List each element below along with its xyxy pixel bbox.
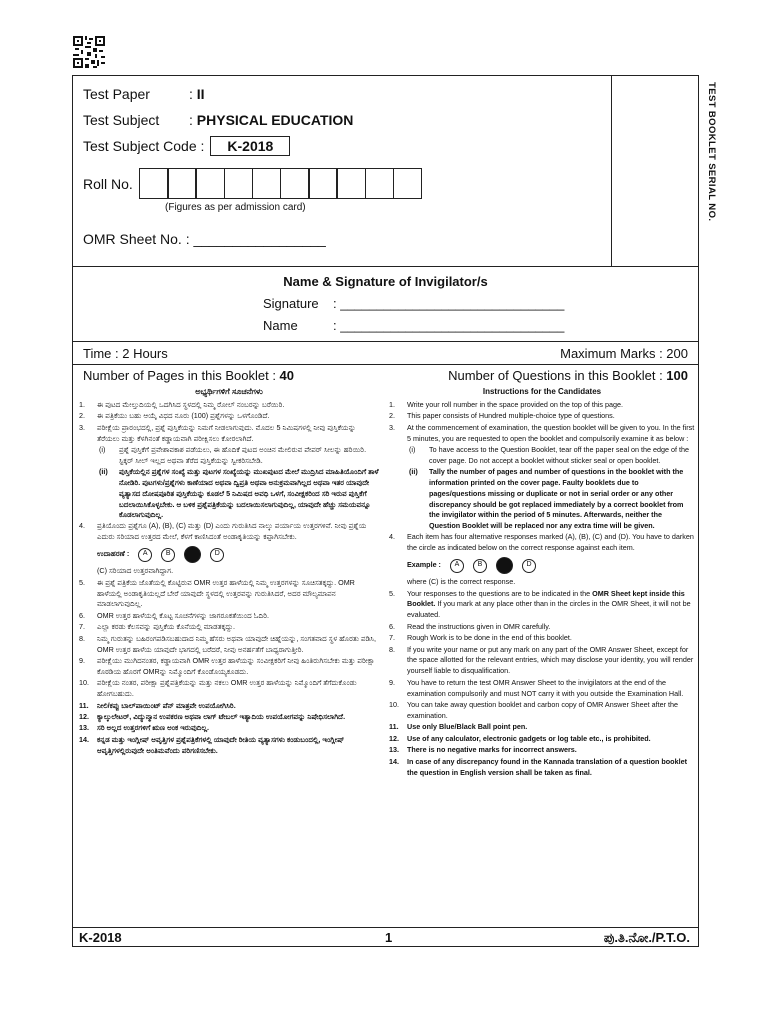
roll-no-cell[interactable] bbox=[195, 168, 225, 199]
serial-number-label: TEST BOOKLET SERIAL NO. bbox=[706, 82, 717, 222]
list-subitem: (ii) ಪುಸ್ತಿಕೆಯಲ್ಲಿನ ಪ್ರಶ್ನೆಗಳ ಸಂಖ್ಯೆ ಮತ್ತು ಪುಟಗಳ ಸಂಖ್ಯೆಯನ್ನು ಮುಖಪುಟದ ಮೇಲೆ ಮುದ್ರಿಸಿದ ಮಾಹಿತಿಯೊಂದಿಗೆ ತಾಳೆ ನೋಡಿರಿ. ಪುಟಗಳು/ಪ್ರಶ್ನೆಗಳು ಕಾಣೆಯಾದ ಅಥವಾ ದ್ವಿಪ್ರತಿ ಅಥವಾ ಅನುಕ್ರಮವಾಗಿಲ್ಲದ ಅಥವಾ ಇತರ ಯಾವುದೇ ವ್ಯತ್ಯಾಸದ ದೋಷಪೂರಿತ ಪುಸ್ತಿಕೆಯನ್ನು ಕೂಡಲೆ 5 ನಿಮಿಷದ ಅವಧಿ ಒಳಗೆ, ಸಂವೀಕ್ಷಕರಿಂದ ಸರಿ ಇರುವ ಪುಸ್ತಿಕೆಗೆ ಬದಲಾಯಿಸಿಕೊಳ್ಳಬೇಕು. ಆ ಬಳಿಕ ಪ್ರಶ್ನೆಪತ್ರಿಕೆಯನ್ನು ಬದಲಾಯಿಸಲಾಗುವುದಿಲ್ಲ, ಯಾವುದೇ ಹೆಚ್ಚು ಸಮಯವನ್ನೂ ಕೊಡಲಾಗುವುದಿಲ್ಲ. bbox=[99, 466, 379, 520]
list-item: 6. OMR ಉತ್ತರ ಹಾಳೆಯಲ್ಲಿ ಕೊಟ್ಟ ಸೂಚನೆಗಳನ್ನು ಜಾಗರೂಕತೆಯಿಂದ ಓದಿರಿ. bbox=[79, 610, 269, 620]
subject-code-box: K-2018 bbox=[210, 136, 290, 156]
test-paper-label: Test Paper bbox=[83, 86, 150, 102]
roll-no-cell[interactable] bbox=[252, 168, 282, 199]
divider bbox=[73, 266, 698, 267]
omr-sheet-number: OMR Sheet No. : _________________ bbox=[83, 231, 326, 247]
answer-bubble-filled bbox=[496, 557, 513, 574]
list-item: 7. Rough Work is to be done in the end of this booklet. bbox=[389, 633, 572, 643]
list-item: 5. Your responses to the questions are to be indicated in the OMR Sheet kept inside this Booklet. If you mark at any place other than in the circles in the OMR Sheet, it will not be evaluated. bbox=[389, 588, 691, 620]
roll-no-cell[interactable] bbox=[336, 168, 366, 199]
maximum-marks: Maximum Marks : 200 bbox=[560, 346, 688, 361]
name-row bbox=[263, 318, 564, 333]
page-count-value: 40 bbox=[279, 368, 295, 383]
test-paper-value: II bbox=[196, 86, 205, 102]
signature-row bbox=[263, 296, 564, 311]
roll-no-cell[interactable] bbox=[139, 168, 169, 199]
roll-no-grid bbox=[139, 168, 421, 199]
list-item: 4. ಪ್ರತಿಯೊಂದು ಪ್ರಶ್ನೆಗೂ (A), (B), (C) ಮತ್ತು (D) ಎಂದು ಗುರುತಿಸಿದ ನಾಲ್ಕು ಪರ್ಯಾಯ ಉತ್ತರಗಳಿವೆ. ನೀವು ಪ್ರಶ್ನೆಯ ಎದುರು ಸರಿಯಾದ ಉತ್ತರದ ಮೇಲೆ, ಕೆಳಗೆ ಕಾಣಿಸಿದಂತೆ ಅಂಡಾಕೃತಿಯನ್ನು ಕಪ್ಪಾಗಿಸಬೇಕು. bbox=[79, 521, 367, 542]
list-item: 4. Each item has four alternative responses marked (A), (B), (C) and (D). You have to darken the circle as indicated below on the correct response against each item. bbox=[389, 532, 694, 553]
answer-bubble: A bbox=[138, 548, 152, 562]
example-label: Example : bbox=[407, 560, 441, 570]
list-subitem: (i) ಪ್ರಶ್ನೆ ಪುಸ್ತಿಕೆಗೆ ಪ್ರವೇಶಾವಕಾಶ ಪಡೆಯಲು, ಈ ಹೊದಿಕೆ ಪುಟದ ಅಂಚಿನ ಮೇಲಿರುವ ಪೇಪರ್ ಸೀಲನ್ನು ಹರಿಯಿರಿ. ಸ್ಟಿಕ್ಕರ್ ಸೀಲ್ ಇಲ್ಲದ ಅಥವಾ ತೆರೆದ ಪುಸ್ತಿಕೆಯನ್ನು ಸ್ವೀಕರಿಸಬೇಡಿ. bbox=[99, 445, 367, 465]
time-allowed: Time : 2 Hours bbox=[83, 346, 168, 361]
list-item: 14. In case of any discrepancy found in the Kannada translation of a question booklet the question in English version shall be taken as final. bbox=[389, 756, 687, 777]
list-item: 11. Use only Blue/Black Ball point pen. bbox=[389, 722, 528, 732]
list-item: 9. ಪರೀಕ್ಷೆಯು ಮುಗಿದನಂತರ, ಕಡ್ಡಾಯವಾಗಿ OMR ಉತ್ತರ ಹಾಳೆಯನ್ನು ಸಂವೀಕ್ಷಕರಿಗೆ ನೀವು ಹಿಂತಿರುಗಿಸಬೇಕು ಮತ್ತು ಪರೀಕ್ಷಾ ಕೊಠಡಿಯ ಹೊರಗೆ OMRನ್ನು ನಿಮ್ಮೊಂದಿಗೆ ಕೊಂಡೊಯ್ಯಕೂಡದು. bbox=[79, 655, 375, 676]
list-item: where (C) is the correct response. bbox=[407, 577, 516, 587]
test-subject-value: PHYSICAL EDUCATION bbox=[196, 112, 354, 128]
list-subitem: (i) To have access to the Question Booklet, tear off the paper seal on the edge of the cover page. Do not accept a booklet without sticker seal or open booklet. bbox=[409, 445, 689, 465]
page-number: 1 bbox=[385, 930, 393, 945]
list-item: 12. ಕ್ಯಾಲ್ಕುಲೇಟರ್, ವಿದ್ಯುನ್ಮಾನ ಉಪಕರಣ ಅಥವಾ ಲಾಗ್ ಟೇಬಲ್ ಇತ್ಯಾದಿಯ ಉಪಯೋಗವನ್ನು ನಿಷೇಧಿಸಲಾಗಿದೆ. bbox=[79, 711, 346, 721]
question-count: Number of Questions in this Booklet : 100 bbox=[448, 368, 688, 383]
name-label: Name bbox=[263, 318, 298, 333]
kannada-instructions-title: ಅಭ್ಯರ್ಥಿಗಳಿಗೆ ಸೂಚನೆಗಳು bbox=[195, 387, 263, 396]
cover-page-frame bbox=[72, 75, 717, 947]
roll-no-note: (Figures as per admission card) bbox=[165, 202, 306, 213]
roll-no-cell[interactable] bbox=[167, 168, 197, 199]
answer-bubble: D bbox=[210, 548, 224, 562]
list-item: 2. This paper consists of Hundred multiple-choice type of questions. bbox=[389, 411, 615, 421]
answer-bubble: B bbox=[161, 548, 175, 562]
page-footer bbox=[73, 928, 698, 948]
roll-no-label: Roll No. bbox=[83, 176, 133, 192]
footer-code: K-2018 bbox=[79, 930, 122, 945]
page-count: Number of Pages in this Booklet : 40 bbox=[83, 368, 295, 383]
list-item: 3. ಪರೀಕ್ಷೆಯ ಪ್ರಾರಂಭದಲ್ಲಿ, ಪ್ರಶ್ನೆ ಪುಸ್ತಿಕೆಯನ್ನು ನಿಮಗೆ ನೀಡಲಾಗುವುದು. ಮೊದಲ 5 ನಿಮಿಷಗಳಲ್ಲಿ ನೀವು ಪುಸ್ತಿಕೆಯನ್ನು ತೆರೆಯಲು ಮತ್ತು ಕೆಳಗಿನಂತೆ ಕಡ್ಡಾಯವಾಗಿ ಪರೀಕ್ಷಿಸಲು ಕೋರಲಾಗಿದೆ. bbox=[79, 422, 356, 443]
list-item: 2. ಈ ಪತ್ರಿಕೆಯು ಬಹು ಆಯ್ಕೆ ವಿಧದ ನೂರು (100) ಪ್ರಶ್ನೆಗಳನ್ನು ಒಳಗೊಂಡಿದೆ. bbox=[79, 411, 270, 421]
list-item: 12. Use of any calculator, electronic gadgets or log table etc., is prohibited. bbox=[389, 733, 651, 743]
list-item: 6. Read the instructions given in OMR carefully. bbox=[389, 621, 551, 631]
please-turn-over: ಪು.ತಿ.ನೋ./P.T.O. bbox=[603, 930, 690, 945]
roll-no-cell[interactable] bbox=[224, 168, 254, 199]
list-subitem: (ii) Tally the number of pages and number of questions in the booklet with the information printed on the cover page. Faulty booklets due to pages/questions missing or duplicate or not in serial order or any other discrepancy should be got replaced immediately by a correct booklet from the invigilator within the period of 5 minutes. Afterwards, neither the Question Booklet will be replaced nor any extra time will be given. bbox=[409, 466, 684, 531]
list-item: 7. ಎಲ್ಲಾ ಕರಡು ಕೆಲಸವನ್ನು ಪುಸ್ತಿಕೆಯ ಕೊನೆಯಲ್ಲಿ ಮಾಡತಕ್ಕದ್ದು. bbox=[79, 622, 236, 632]
english-instructions-title: Instructions for the Candidates bbox=[482, 387, 602, 396]
list-item: 5. ಈ ಪ್ರಶ್ನೆ ಪತ್ರಿಕೆಯ ಜೊತೆಯಲ್ಲಿ ಕೊಟ್ಟಿರುವ OMR ಉತ್ತರ ಹಾಳೆಯಲ್ಲಿ ನಿಮ್ಮ ಉತ್ತರಗಳನ್ನು ಸೂಚಿಸತಕ್ಕದ್ದು. OMR ಹಾಳೆಯಲ್ಲಿ ಅಂಡಾಕೃತಿಯಲ್ಲದೆ ಬೇರೆ ಯಾವುದೇ ಸ್ಥಳದಲ್ಲಿ ಉತ್ತರವನ್ನು ಗುರುತಿಸಿದರೆ, ಅದರ ಮೌಲ್ಯಮಾಪನ ಮಾಡಲಾಗುವುದಿಲ್ಲ. bbox=[79, 577, 355, 609]
invigilator-title: Name & Signature of Invigilator/s bbox=[283, 274, 488, 289]
subject-code-label: Test Subject Code : bbox=[83, 138, 205, 154]
roll-no-cell[interactable] bbox=[365, 168, 395, 199]
name-line[interactable]: : _______________________________ bbox=[333, 318, 565, 333]
answer-bubble: B bbox=[473, 559, 487, 573]
list-item: (C) ಸರಿಯಾದ ಉತ್ತರವಾಗಿದ್ದಾಗ. bbox=[97, 566, 174, 576]
maximum-marks-value: 200 bbox=[666, 346, 688, 361]
serial-number-box bbox=[611, 76, 717, 266]
list-item: 14. ಕನ್ನಡ ಮತ್ತು ಇಂಗ್ಲೀಷ್ ಆವೃತ್ತಿಗಳ ಪ್ರಶ್ನೆಪತ್ರಿಕೆಗಳಲ್ಲಿ ಯಾವುದೇ ರೀತಿಯ ವ್ಯತ್ಯಾಸಗಳು ಕಂಡುಬಂದಲ್ಲಿ, ಇಂಗ್ಲೀಷ್ ಆವೃತ್ತಿಗಳಲ್ಲಿರುವುದೇ ಅಂತಿಮವೆಂದು ಪರಿಗಣಿಸಬೇಕು. bbox=[79, 734, 345, 755]
list-item: 3. At the commencement of examination, the question booklet will be given to you. In the first 5 minutes, you are requested to open the booklet and compulsorily examine it as below : bbox=[389, 422, 695, 443]
question-count-value: 100 bbox=[666, 368, 688, 383]
roll-no-cell[interactable] bbox=[393, 168, 423, 199]
list-item: 13. There is no negative marks for incorrect answers. bbox=[389, 745, 577, 755]
qr-code bbox=[73, 36, 105, 68]
list-item: 11. ನೀಲಿ/ಕಪ್ಪು ಬಾಲ್‌ಪಾಯಿಂಟ್ ಪೆನ್ ಮಾತ್ರವೇ ಉಪಯೋಗಿಸಿರಿ. bbox=[79, 700, 236, 710]
test-paper-row: Test Paper : II bbox=[83, 86, 205, 102]
signature-label: Signature bbox=[263, 296, 319, 311]
answer-example bbox=[407, 557, 695, 574]
subject-code-row bbox=[83, 136, 290, 156]
answer-example bbox=[97, 546, 379, 563]
answer-bubble: A bbox=[450, 559, 464, 573]
answer-bubble-filled bbox=[184, 546, 201, 563]
example-label: ಉದಾಹರಣೆ : bbox=[97, 549, 130, 559]
list-item: 10. ಪರೀಕ್ಷೆಯ ನಂತರ, ಪರೀಕ್ಷಾ ಪ್ರಶ್ನೆಪತ್ರಿಕೆಯನ್ನು ಮತ್ತು ನಕಲು OMR ಉತ್ತರ ಹಾಳೆಯನ್ನು ನಿಮ್ಮೊಂದಿಗೆ ತೆಗೆದುಕೊಂಡು ಹೋಗಬಹುದು. bbox=[79, 678, 357, 699]
time-marks-row bbox=[83, 346, 688, 361]
list-item: 10. You can take away question booklet and carbon copy of OMR Answer Sheet after the examination. bbox=[389, 700, 679, 720]
pages-questions-row bbox=[83, 368, 688, 383]
roll-no-cell[interactable] bbox=[280, 168, 310, 199]
list-item: 1. ಈ ಪುಟದ ಮೇಲ್ತುದಿಯಲ್ಲಿ ಒದಗಿಸಿದ ಸ್ಥಳದಲ್ಲಿ ನಿಮ್ಮ ರೋಲ್ ನಂಬರನ್ನು ಬರೆಯಿರಿ. bbox=[79, 399, 285, 409]
test-subject-label: Test Subject bbox=[83, 112, 160, 128]
roll-no-cell[interactable] bbox=[308, 168, 338, 199]
list-item: 8. ನಿಮ್ಮ ಗುರುತನ್ನು ಬಹಿರಂಗಪಡಿಸಬಹುದಾದ ನಿಮ್ಮ ಹೆಸರು ಅಥವಾ ಯಾವುದೇ ಚಿಹ್ನೆಯನ್ನು, ಸಂಗತವಾದ ಸ್ಥಳ ಹೊರತು ಪಡಿಸಿ, OMR ಉತ್ತರ ಹಾಳೆಯ ಯಾವುದೇ ಭಾಗದಲ್ಲಿ ಬರೆದರೆ, ನೀವು ಅನರ್ಹತೆಗೆ ಬಾಧ್ಯರಾಗುತ್ತೀರಿ. bbox=[79, 633, 376, 654]
list-item: 8. If you write your name or put any mark on any part of the OMR Answer Sheet, except for the space allotted for the relevant entries, which may disclose your identity, you will render yourself liable to disqualification. bbox=[389, 644, 694, 676]
kannada-instructions bbox=[79, 387, 379, 757]
divider bbox=[73, 341, 698, 342]
english-instructions bbox=[389, 387, 695, 779]
test-subject-row: Test Subject : PHYSICAL EDUCATION bbox=[83, 112, 354, 128]
answer-bubble: D bbox=[522, 559, 536, 573]
divider bbox=[73, 364, 698, 365]
list-item: 9. You have to return the test OMR Answer Sheet to the invigilators at the end of the examination compulsorily and must NOT carry it with you outside the Examination Hall. bbox=[389, 677, 684, 698]
list-item: 1. Write your roll number in the space provided on the top of this page. bbox=[389, 399, 624, 409]
list-item: 13. ಸರಿ ಅಲ್ಲದ ಉತ್ತರಗಳಿಗೆ ಋಣ ಅಂಕ ಇರುವುದಿಲ್ಲ. bbox=[79, 723, 210, 733]
signature-line[interactable]: : _______________________________ bbox=[333, 296, 565, 311]
